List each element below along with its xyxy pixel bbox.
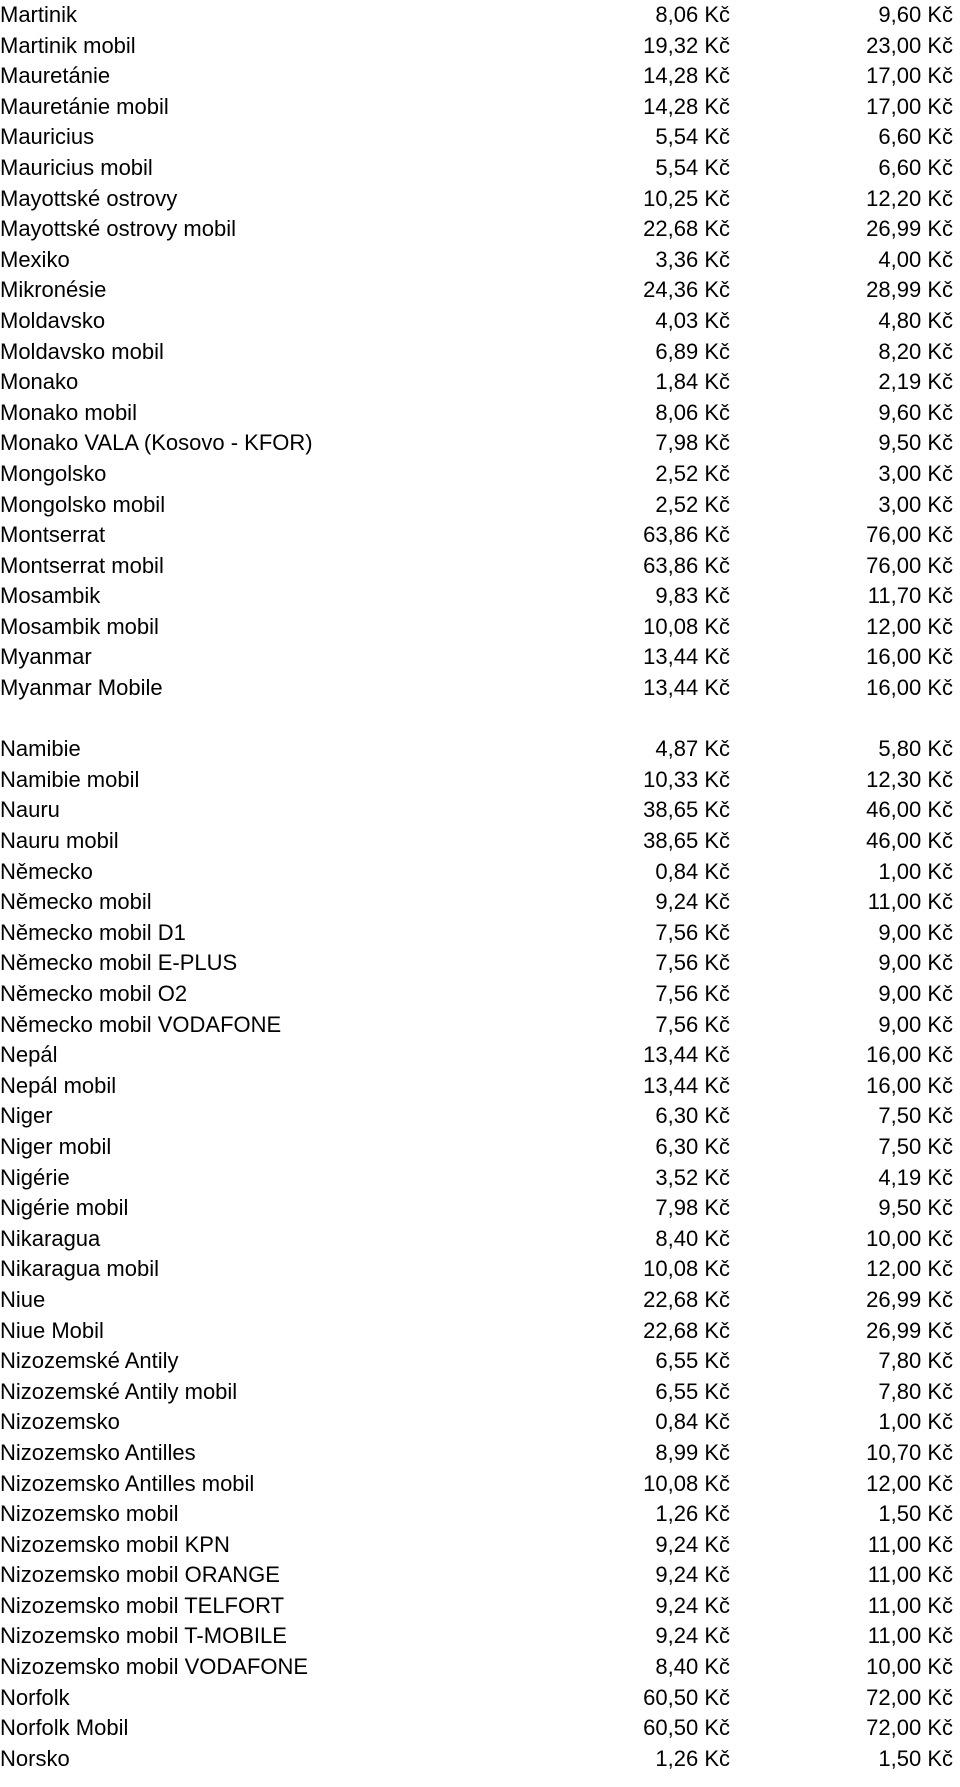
price-with-vat: 10,00 Kč	[866, 1225, 953, 1251]
country-name: Mexiko	[0, 246, 70, 272]
price-with-vat: 28,99 Kč	[866, 277, 953, 303]
table-row	[0, 1530, 960, 1561]
country-name: Nizozemsko mobil KPN	[0, 1531, 230, 1557]
table-row	[0, 642, 960, 673]
table-row	[0, 1407, 960, 1438]
country-name: Moldavsko mobil	[0, 338, 164, 364]
table-row	[0, 1652, 960, 1683]
table-row	[0, 1010, 960, 1041]
price-without-vat: 19,32 Kč	[643, 32, 730, 58]
table-row	[0, 1193, 960, 1224]
table-row	[0, 1163, 960, 1194]
price-with-vat: 23,00 Kč	[866, 32, 953, 58]
price-without-vat: 38,65 Kč	[643, 797, 730, 823]
table-row	[0, 1591, 960, 1622]
price-without-vat: 60,50 Kč	[643, 1684, 730, 1710]
country-name: Německo	[0, 858, 93, 884]
section-n	[0, 734, 960, 1774]
country-name: Nepál	[0, 1042, 58, 1068]
table-row	[0, 1071, 960, 1102]
price-without-vat: 14,28 Kč	[643, 93, 730, 119]
price-with-vat: 46,00 Kč	[866, 797, 953, 823]
table-row	[0, 1224, 960, 1255]
price-with-vat: 9,00 Kč	[878, 981, 953, 1006]
table-row	[0, 61, 960, 92]
price-without-vat: 8,06 Kč	[655, 2, 730, 27]
table-row	[0, 795, 960, 826]
table-row	[0, 765, 960, 796]
price-without-vat: 1,26 Kč	[655, 1501, 730, 1527]
country-name: Mongolsko mobil	[0, 491, 166, 517]
price-without-vat: 38,65 Kč	[643, 828, 730, 854]
table-row	[0, 1683, 960, 1714]
price-with-vat: 11,00 Kč	[867, 1592, 953, 1618]
price-without-vat: 2,52 Kč	[655, 460, 730, 486]
price-with-vat: 3,00 Kč	[878, 491, 953, 517]
price-without-vat: 13,44 Kč	[643, 675, 730, 701]
country-name: Myanmar Mobile	[0, 675, 163, 701]
price-without-vat: 8,40 Kč	[655, 1654, 730, 1680]
country-name: Mosambik	[0, 583, 101, 609]
price-without-vat: 7,56 Kč	[655, 981, 730, 1006]
country-name: Niger mobil	[0, 1133, 112, 1159]
price-without-vat: 8,40 Kč	[655, 1225, 730, 1251]
price-without-vat: 7,98 Kč	[655, 1195, 730, 1221]
table-row	[0, 673, 960, 704]
price-with-vat: 12,00 Kč	[866, 613, 953, 639]
table-row	[0, 581, 960, 612]
country-name: Nauru mobil	[0, 828, 119, 854]
table-row	[0, 1040, 960, 1071]
country-name: Mauretánie	[0, 63, 111, 89]
table-row	[0, 122, 960, 153]
price-without-vat: 13,44 Kč	[643, 644, 730, 670]
country-name: Mayottské ostrovy	[0, 185, 178, 211]
price-with-vat: 46,00 Kč	[866, 828, 953, 854]
table-row	[0, 31, 960, 62]
price-with-vat: 5,80 Kč	[878, 736, 953, 762]
table-row	[0, 1254, 960, 1285]
table-row	[0, 1744, 960, 1775]
price-without-vat: 9,24 Kč	[655, 889, 730, 915]
price-without-vat: 6,89 Kč	[655, 338, 730, 364]
table-row	[0, 918, 960, 949]
price-without-vat: 6,55 Kč	[655, 1348, 730, 1374]
price-without-vat: 13,44 Kč	[643, 1042, 730, 1068]
price-with-vat: 11,00 Kč	[867, 1531, 953, 1557]
price-with-vat: 1,00 Kč	[878, 858, 953, 884]
country-name: Niger	[0, 1103, 53, 1129]
country-name: Nizozemsko mobil TELFORT	[0, 1592, 285, 1618]
table-row	[0, 612, 960, 643]
country-name: Nepál mobil	[0, 1072, 117, 1098]
country-name: Německo mobil O2	[0, 981, 188, 1006]
table-row	[0, 887, 960, 918]
country-name: Mongolsko	[0, 460, 107, 486]
table-row	[0, 1499, 960, 1530]
price-without-vat: 0,84 Kč	[655, 858, 730, 884]
price-without-vat: 4,03 Kč	[655, 307, 730, 333]
country-name: Německo mobil VODAFONE	[0, 1011, 282, 1037]
price-without-vat: 13,44 Kč	[643, 1072, 730, 1098]
country-name: Myanmar	[0, 644, 92, 670]
table-row	[0, 1713, 960, 1744]
price-without-vat: 7,98 Kč	[655, 430, 730, 456]
price-without-vat: 10,08 Kč	[643, 613, 730, 639]
country-name: Norsko	[0, 1745, 70, 1771]
country-name: Montserrat	[0, 522, 106, 548]
price-with-vat: 12,00 Kč	[866, 1470, 953, 1496]
table-row	[0, 1469, 960, 1500]
country-name: Nizozemské Antily mobil	[0, 1378, 238, 1404]
price-with-vat: 16,00 Kč	[866, 644, 953, 670]
country-name: Mosambik mobil	[0, 613, 159, 639]
price-without-vat: 3,52 Kč	[655, 1164, 730, 1190]
country-name: Nikaragua mobil	[0, 1256, 159, 1282]
price-without-vat: 0,84 Kč	[655, 1409, 730, 1435]
price-without-vat: 22,68 Kč	[643, 1286, 730, 1312]
price-with-vat: 26,99 Kč	[866, 216, 953, 242]
country-name: Nizozemsko mobil ORANGE	[0, 1562, 280, 1588]
country-name: Martinik mobil	[0, 32, 136, 58]
price-with-vat: 1,50 Kč	[878, 1745, 953, 1771]
price-with-vat: 76,00 Kč	[866, 522, 953, 548]
price-without-vat: 10,08 Kč	[643, 1470, 730, 1496]
price-without-vat: 22,68 Kč	[643, 1317, 730, 1343]
table-row	[0, 1132, 960, 1163]
price-with-vat: 4,19 Kč	[878, 1164, 953, 1190]
country-name: Nizozemsko mobil T-MOBILE	[0, 1623, 287, 1649]
table-row	[0, 1377, 960, 1408]
price-without-vat: 6,30 Kč	[655, 1103, 730, 1129]
price-with-vat: 12,00 Kč	[866, 1256, 953, 1282]
table-row	[0, 734, 960, 765]
country-name: Niue Mobil	[0, 1317, 104, 1343]
country-name: Norfolk Mobil	[0, 1715, 129, 1741]
country-name: Namibie mobil	[0, 766, 140, 792]
price-without-vat: 1,26 Kč	[655, 1745, 730, 1771]
table-row	[0, 153, 960, 184]
price-with-vat: 11,00 Kč	[867, 889, 953, 915]
price-with-vat: 9,60 Kč	[878, 2, 953, 27]
country-name: Monako	[0, 369, 79, 395]
section-gap	[0, 704, 960, 735]
table-row	[0, 337, 960, 368]
price-without-vat: 3,36 Kč	[655, 246, 730, 272]
price-with-vat: 3,00 Kč	[878, 460, 953, 486]
country-name: Namibie	[0, 736, 81, 762]
country-name: Mauricius	[0, 124, 95, 150]
table-row	[0, 459, 960, 490]
price-without-vat: 9,24 Kč	[655, 1531, 730, 1557]
price-with-vat: 9,00 Kč	[878, 1011, 953, 1037]
price-without-vat: 1,84 Kč	[655, 369, 730, 395]
country-name: Martinik	[0, 2, 78, 27]
price-without-vat: 10,25 Kč	[643, 185, 730, 211]
table-row	[0, 0, 960, 31]
price-with-vat: 10,00 Kč	[866, 1654, 953, 1680]
price-without-vat: 2,52 Kč	[655, 491, 730, 517]
table-row	[0, 490, 960, 521]
price-with-vat: 2,19 Kč	[878, 369, 953, 395]
country-name: Mauricius mobil	[0, 154, 153, 180]
price-with-vat: 26,99 Kč	[866, 1317, 953, 1343]
table-row	[0, 245, 960, 276]
price-with-vat: 9,60 Kč	[878, 399, 953, 425]
section-m	[0, 0, 960, 704]
price-with-vat: 1,50 Kč	[878, 1501, 953, 1527]
table-row	[0, 1346, 960, 1377]
price-with-vat: 16,00 Kč	[866, 1072, 953, 1098]
price-with-vat: 7,50 Kč	[878, 1133, 953, 1159]
country-name: Nizozemsko Antilles mobil	[0, 1470, 255, 1496]
country-name: Nizozemsko	[0, 1409, 120, 1435]
country-name: Nizozemsko mobil	[0, 1501, 179, 1527]
price-with-vat: 11,00 Kč	[867, 1623, 953, 1649]
price-without-vat: 24,36 Kč	[643, 277, 730, 303]
price-without-vat: 7,56 Kč	[655, 919, 730, 945]
price-without-vat: 9,83 Kč	[655, 583, 730, 609]
table-row	[0, 948, 960, 979]
price-with-vat: 7,80 Kč	[878, 1378, 953, 1404]
price-without-vat: 5,54 Kč	[655, 154, 730, 180]
country-name: Nikaragua	[0, 1225, 101, 1251]
price-with-vat: 12,30 Kč	[866, 766, 953, 792]
country-name: Nauru	[0, 797, 60, 823]
price-without-vat: 9,24 Kč	[655, 1562, 730, 1588]
price-with-vat: 8,20 Kč	[878, 338, 953, 364]
table-row	[0, 826, 960, 857]
table-row	[0, 398, 960, 429]
price-without-vat: 10,33 Kč	[643, 766, 730, 792]
price-with-vat: 9,50 Kč	[878, 430, 953, 456]
price-without-vat: 9,24 Kč	[655, 1623, 730, 1649]
country-name: Montserrat mobil	[0, 552, 164, 578]
country-name: Mayottské ostrovy mobil	[0, 216, 236, 242]
price-with-vat: 7,80 Kč	[878, 1348, 953, 1374]
table-row	[0, 979, 960, 1010]
price-without-vat: 14,28 Kč	[643, 63, 730, 89]
table-row	[0, 1438, 960, 1469]
table-row	[0, 1285, 960, 1316]
price-with-vat: 12,20 Kč	[866, 185, 953, 211]
price-without-vat: 8,06 Kč	[655, 399, 730, 425]
price-with-vat: 26,99 Kč	[866, 1286, 953, 1312]
table-row	[0, 857, 960, 888]
price-with-vat: 17,00 Kč	[866, 63, 953, 89]
table-row	[0, 184, 960, 215]
country-name: Nizozemské Antily	[0, 1348, 179, 1374]
country-name: Nizozemsko Antilles	[0, 1439, 196, 1465]
price-with-vat: 17,00 Kč	[866, 93, 953, 119]
price-without-vat: 4,87 Kč	[655, 736, 730, 762]
country-name: Niue	[0, 1286, 46, 1312]
price-with-vat: 11,00 Kč	[867, 1562, 953, 1588]
price-with-vat: 6,60 Kč	[878, 124, 953, 150]
table-row	[0, 1560, 960, 1591]
price-with-vat: 7,50 Kč	[878, 1103, 953, 1129]
price-with-vat: 9,50 Kč	[878, 1195, 953, 1221]
country-name: Nigérie	[0, 1164, 70, 1190]
price-without-vat: 22,68 Kč	[643, 216, 730, 242]
price-with-vat: 76,00 Kč	[866, 552, 953, 578]
price-with-vat: 72,00 Kč	[866, 1684, 953, 1710]
table-row	[0, 1316, 960, 1347]
price-with-vat: 4,80 Kč	[878, 307, 953, 333]
price-without-vat: 63,86 Kč	[643, 522, 730, 548]
price-with-vat: 11,70 Kč	[867, 583, 953, 609]
table-row	[0, 1621, 960, 1652]
country-name: Německo mobil	[0, 889, 152, 915]
table-row	[0, 428, 960, 459]
country-name: Monako mobil	[0, 399, 137, 425]
price-without-vat: 7,56 Kč	[655, 950, 730, 976]
table-row	[0, 520, 960, 551]
price-without-vat: 6,30 Kč	[655, 1133, 730, 1159]
table-row	[0, 275, 960, 306]
table-row	[0, 92, 960, 123]
price-without-vat: 9,24 Kč	[655, 1592, 730, 1618]
price-with-vat: 1,00 Kč	[878, 1409, 953, 1435]
price-without-vat: 10,08 Kč	[643, 1256, 730, 1282]
price-with-vat: 9,00 Kč	[878, 950, 953, 976]
country-name: Moldavsko	[0, 307, 106, 333]
price-with-vat: 16,00 Kč	[866, 675, 953, 701]
price-with-vat: 72,00 Kč	[866, 1715, 953, 1741]
price-with-vat: 10,70 Kč	[866, 1439, 953, 1465]
table-row	[0, 1101, 960, 1132]
price-with-vat: 9,00 Kč	[878, 919, 953, 945]
country-name: Norfolk	[0, 1684, 70, 1710]
price-with-vat: 4,00 Kč	[878, 246, 953, 272]
table-row	[0, 551, 960, 582]
price-without-vat: 6,55 Kč	[655, 1378, 730, 1404]
price-without-vat: 5,54 Kč	[655, 124, 730, 150]
country-name: Mauretánie mobil	[0, 93, 169, 119]
table-row	[0, 214, 960, 245]
price-without-vat: 7,56 Kč	[655, 1011, 730, 1037]
country-name: Nizozemsko mobil VODAFONE	[0, 1654, 309, 1680]
table-row	[0, 367, 960, 398]
table-row	[0, 306, 960, 337]
country-name: Německo mobil E-PLUS	[0, 950, 238, 976]
country-name: Nigérie mobil	[0, 1195, 129, 1221]
price-without-vat: 63,86 Kč	[643, 552, 730, 578]
country-name: Monako VALA (Kosovo - KFOR)	[0, 430, 313, 456]
country-name: Německo mobil D1	[0, 919, 186, 945]
price-without-vat: 60,50 Kč	[643, 1715, 730, 1741]
price-without-vat: 8,99 Kč	[655, 1439, 730, 1465]
price-with-vat: 6,60 Kč	[878, 154, 953, 180]
price-with-vat: 16,00 Kč	[866, 1042, 953, 1068]
country-name: Mikronésie	[0, 277, 107, 303]
